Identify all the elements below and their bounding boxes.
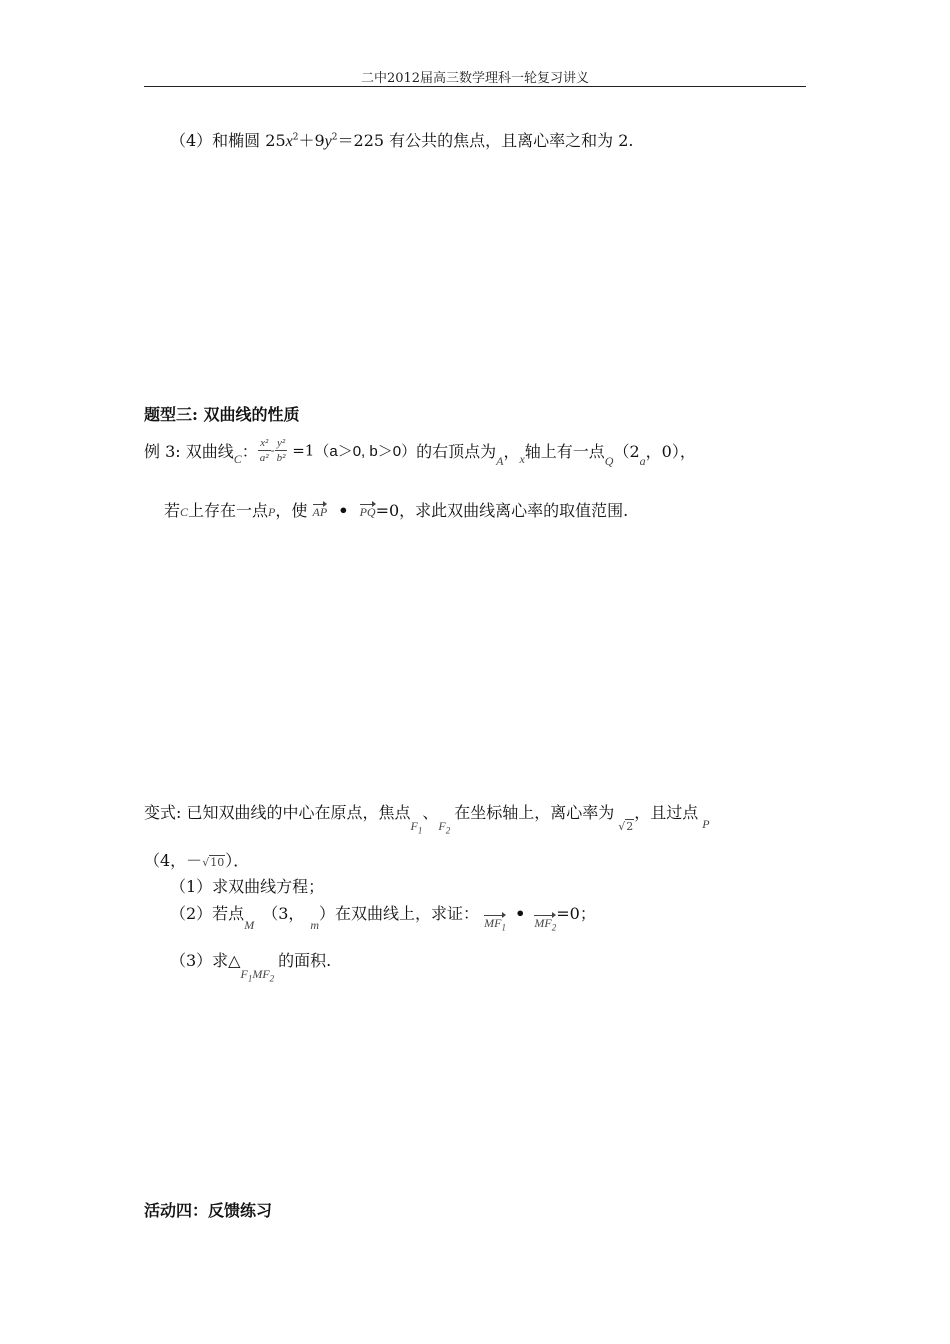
var-pt-close: ）． [225,851,250,870]
var-M: M [244,918,255,932]
ex3-A: A [496,454,504,468]
var-q3-tail: 的面积. [278,951,332,970]
example-3-line-2 [164,498,628,521]
var-P: P [702,817,710,831]
var-pt-open: （4，－ [144,851,203,870]
ex3-l2-mid: 上存在一点 [188,501,269,520]
dot-operator-2: • [515,904,526,923]
variant-question-1: （1）求双曲线方程； [170,877,325,896]
var-m: m [310,918,320,932]
variant-question-3 [170,948,331,982]
item4-prefix: （4）和椭圆 25 [170,131,286,150]
vector-AP: AP [313,501,328,520]
ex3-mid: 的右顶点为 [416,442,497,461]
ex3-l2-lead: 若 [164,501,181,520]
var-sep: 、 [422,803,439,822]
ex3-l2-C: C [180,505,189,519]
vector-MF1: $MF_1$ [484,912,506,932]
var-F1: F1 [410,819,423,836]
variant-question-2 [170,901,596,935]
dot-operator: • [338,501,349,520]
item4-x: x [285,133,293,150]
ex3-comma: ， [503,442,520,461]
item4-sup-y: 2 [331,132,338,143]
ex3-Q: Q [604,454,614,468]
var-lead: 变式: 已知双曲线的中心在原点，焦点 [144,803,411,822]
var-q2-lead: （2）若点 [170,904,245,923]
ex3-condition: （a＞0, b＞0） [314,443,417,460]
item4-y: y [324,133,332,150]
ex3-axis-text: 轴上有一点 [524,442,605,461]
page-header: 二中2012届高三数学理科一轮复习讲义 [360,71,590,86]
ex3-frac1-num: x² [258,436,271,451]
ex3-l2-use: ，使 [275,501,308,520]
var-F2: F2 [438,819,451,836]
vector-PQ: PQ [360,501,376,520]
ex3-minus: - [270,443,275,458]
var-tail: ，且过点 [634,803,699,822]
ex3-l2-end: =0，求此双曲线离心率的取值范围. [375,501,629,520]
var-q2-end: =0； [556,904,596,923]
var-mid: 在坐标轴上，离心率为 [454,803,615,822]
ex3-a: a [639,454,646,468]
ex3-frac2-den: b² [276,452,286,464]
ex3-frac-2 [275,436,288,465]
section-title-3: 题型三: 双曲线的性质 [144,405,300,424]
variant-line-2 [144,848,249,871]
ex3-eq1: =1 [287,441,315,460]
header-rule [144,86,806,87]
triangle-F1MF2: F1MF2 [240,967,275,984]
ex3-frac2-num: y² [275,436,288,451]
example-3-line-1 [144,436,696,486]
var-q3-lead: （3）求△ [170,951,241,970]
sqrt-2: √2 [618,820,634,833]
var-q2-mid: （3， [262,904,305,923]
item-4 [170,128,634,151]
ex3-frac-1 [258,436,271,465]
ex3-colon: ： [241,442,258,461]
ex3-x: x [519,452,525,466]
item4-eq: ＝225 有公共的焦点，且离心率之和为 2. [337,131,634,150]
ex3-q-open: （2 [613,442,640,461]
vector-MF2: $MF_2$ [534,912,556,932]
ex3-l2-P: P [268,505,276,519]
activity-4-title: 活动四：反馈练习 [144,1201,273,1220]
ex3-frac1-den: a² [259,452,269,464]
item4-sup-x: 2 [292,132,299,143]
ex3-q-close: ，0）， [645,442,696,461]
variant-line-1 [144,800,710,834]
sqrt-10: √10 [202,856,225,869]
ex3-C: C [233,452,242,466]
item4-plus: ＋9 [298,131,325,150]
ex3-lead: 例 3: 双曲线 [144,442,234,461]
var-q2-tail: ）在双曲线上，求证： [319,904,480,923]
